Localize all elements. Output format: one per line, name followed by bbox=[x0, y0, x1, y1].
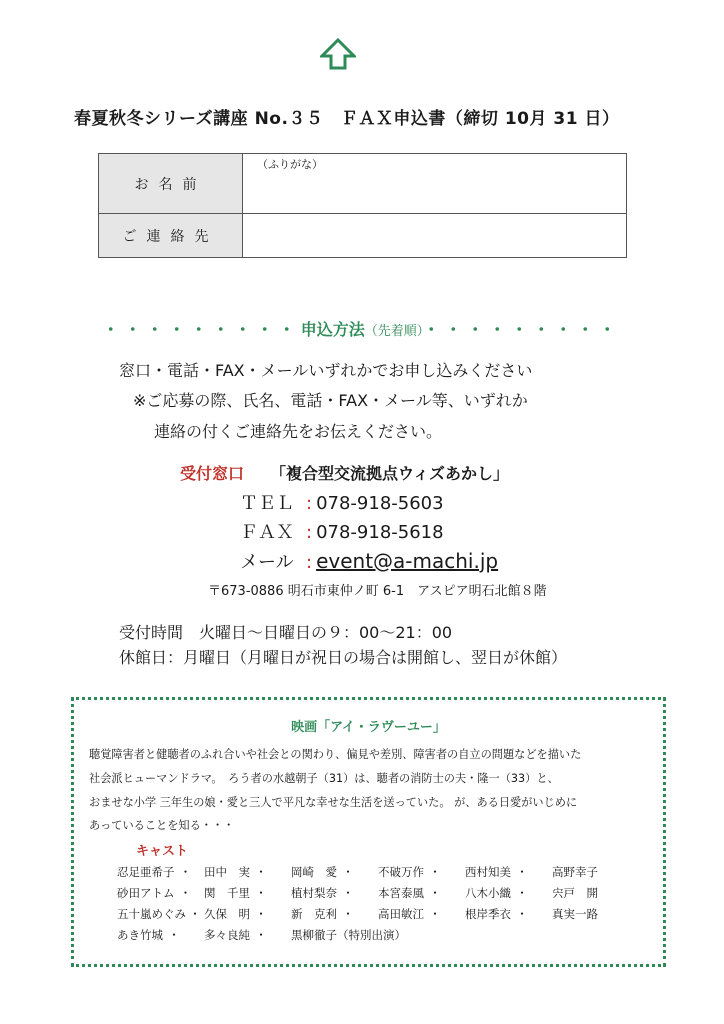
mail-row bbox=[240, 548, 498, 574]
cast-separator: ・ bbox=[189, 906, 201, 921]
method-line-2: ※ご応募の際、氏名、電話・FAX・メール等、いずれか bbox=[133, 391, 528, 410]
cast-name: 岡崎 愛 bbox=[291, 864, 337, 879]
cast-label: キャスト bbox=[136, 844, 189, 859]
contact-row bbox=[99, 214, 627, 258]
cast-separator: ・ bbox=[516, 864, 528, 879]
cast-name: 根岸季衣 bbox=[465, 906, 511, 921]
cast-member bbox=[117, 885, 204, 901]
cast-name: 高野幸子 bbox=[552, 864, 598, 879]
cast-separator: ・ bbox=[516, 906, 528, 921]
cast-name: 五十嵐めぐみ bbox=[117, 906, 186, 921]
method-heading-sub: （先着順） bbox=[364, 324, 424, 339]
cast-member bbox=[204, 864, 291, 880]
method-line-3: 連絡の付くご連絡先をお伝えください。 bbox=[154, 422, 443, 441]
cast-name: 黒柳徹子（特別出演） bbox=[291, 927, 406, 942]
movie-desc-line: 社会派ヒューマンドラマ。 ろう者の水越朝子（31）は、聴者の消防士の夫・隆一（33）と、 bbox=[89, 772, 559, 785]
cast-name: 久保 明 bbox=[204, 906, 250, 921]
cast-separator: ・ bbox=[429, 864, 441, 879]
cast-name: 不破万作 bbox=[378, 864, 424, 879]
reception-hours: 受付時間 火曜日～日曜日の９：00～21：00 bbox=[119, 623, 453, 642]
cast-member bbox=[378, 906, 465, 922]
page-title: 春夏秋冬シリーズ講座 No.３５ ＦＡＸ申込書（締切 10月 31 日） bbox=[74, 109, 620, 129]
cast-name: 植村梨奈 bbox=[291, 885, 337, 900]
cast-name: 宍戸 開 bbox=[552, 885, 598, 900]
cast-separator: ・ bbox=[255, 885, 267, 900]
fax-row bbox=[240, 518, 444, 544]
cast-member bbox=[291, 864, 378, 880]
cast-name: 砂田アトム bbox=[117, 885, 175, 900]
cast-name: 高田敏江 bbox=[378, 906, 424, 921]
cast-member bbox=[291, 906, 378, 922]
cast-separator: ・ bbox=[342, 906, 354, 921]
cast-row bbox=[117, 903, 639, 924]
cast-member bbox=[291, 885, 378, 901]
cast-member bbox=[117, 864, 204, 880]
cast-separator: ・ bbox=[516, 885, 528, 900]
cast-separator: ・ bbox=[255, 906, 267, 921]
mail-link[interactable]: event@a-machi.jp bbox=[316, 549, 499, 573]
cast-member bbox=[552, 906, 639, 922]
movie-title: 映画「アイ・ラヴーユー」 bbox=[291, 720, 446, 735]
cast-separator: ・ bbox=[342, 885, 354, 900]
movie-desc-line: あっていることを知る・・・ bbox=[89, 819, 235, 832]
cast-name: 西村知美 bbox=[465, 864, 511, 879]
furigana-hint: （ふりがな） bbox=[257, 158, 323, 171]
application-form-table bbox=[98, 153, 627, 258]
movie-box bbox=[71, 697, 666, 967]
cast-name: 新 克利 bbox=[291, 906, 337, 921]
contact-label: ご連絡先 bbox=[99, 214, 243, 258]
cast-separator: ・ bbox=[342, 864, 354, 879]
movie-desc-line: おませな小学 三年生の娘・愛と三人で平凡な幸せな生活を送っていた。 が、ある日愛がいじめに bbox=[89, 796, 578, 809]
cast-member bbox=[465, 864, 552, 880]
cast-member bbox=[204, 885, 291, 901]
fax-colon: : bbox=[306, 522, 313, 543]
cast-member bbox=[465, 885, 552, 901]
cast-member bbox=[378, 885, 465, 901]
cast-name: 八木小織 bbox=[465, 885, 511, 900]
movie-desc-line: 聴覚障害者と健聴者のふれ合いや社会との関わり、偏見や差別、障害者の自立の問題などを描いた bbox=[89, 748, 582, 761]
cast-separator: ・ bbox=[179, 885, 192, 900]
name-label: お名前 bbox=[99, 154, 243, 214]
tel-colon: : bbox=[306, 493, 313, 514]
cast-row bbox=[117, 882, 639, 903]
cast-name: 関 千里 bbox=[204, 885, 250, 900]
mail-label: メール bbox=[240, 552, 294, 573]
fax-label: ＦＡＸ bbox=[240, 522, 294, 543]
method-heading-main: 申込方法 bbox=[300, 320, 365, 339]
cast-separator: ・ bbox=[429, 885, 441, 900]
cast-member bbox=[552, 864, 639, 880]
name-field[interactable] bbox=[243, 154, 627, 214]
cast-member bbox=[465, 906, 552, 922]
fax-number[interactable]: 078-918-5618 bbox=[316, 522, 444, 543]
cast-member bbox=[117, 906, 204, 922]
cast-separator: ・ bbox=[255, 927, 267, 942]
reception-label: 受付窓口 bbox=[180, 464, 245, 483]
tel-row bbox=[240, 489, 444, 515]
cast-row bbox=[117, 924, 639, 945]
up-arrow-icon[interactable] bbox=[320, 38, 356, 70]
tel-number[interactable]: 078-918-5603 bbox=[316, 493, 444, 514]
cast-name: 忍足亜希子 bbox=[117, 864, 175, 879]
cast-separator: ・ bbox=[179, 864, 192, 879]
cast-name: 田中 実 bbox=[204, 864, 250, 879]
cast-member bbox=[378, 864, 465, 880]
cast-separator: ・ bbox=[168, 927, 180, 942]
method-heading bbox=[0, 317, 724, 340]
cast-member bbox=[204, 906, 291, 922]
contact-field[interactable] bbox=[243, 214, 627, 258]
cast-row bbox=[117, 861, 639, 882]
cast-name: 多々良純 bbox=[204, 927, 250, 942]
closed-days: 休館日：月曜日（月曜日が祝日の場合は開館し、翌日が休館） bbox=[119, 648, 568, 667]
cast-separator: ・ bbox=[255, 864, 267, 879]
name-row bbox=[99, 154, 627, 214]
cast-name: あき竹城 bbox=[117, 927, 163, 942]
cast-member bbox=[552, 885, 639, 901]
mail-colon: : bbox=[306, 552, 313, 573]
tel-label: ＴＥＬ bbox=[240, 493, 294, 514]
cast-name: 真実一路 bbox=[552, 906, 598, 921]
cast-member bbox=[204, 927, 291, 943]
method-dots-right: ・・・・・・・・・ bbox=[423, 320, 622, 339]
cast-separator: ・ bbox=[429, 906, 441, 921]
method-dots-left: ・・・・・・・・・ bbox=[102, 320, 301, 339]
method-line-1: 窓口・電話・FAX・メールいずれかでお申し込みください bbox=[119, 361, 533, 380]
cast-name: 本宮泰風 bbox=[378, 885, 424, 900]
reception-name: 「複合型交流拠点ウィズあかし」 bbox=[270, 464, 510, 483]
cast-member bbox=[117, 927, 204, 943]
address: 〒673-0886 明石市東仲ノ町 6-1 アスピア明石北館８階 bbox=[208, 584, 547, 599]
cast-grid bbox=[117, 861, 639, 945]
cast-member bbox=[291, 927, 406, 943]
